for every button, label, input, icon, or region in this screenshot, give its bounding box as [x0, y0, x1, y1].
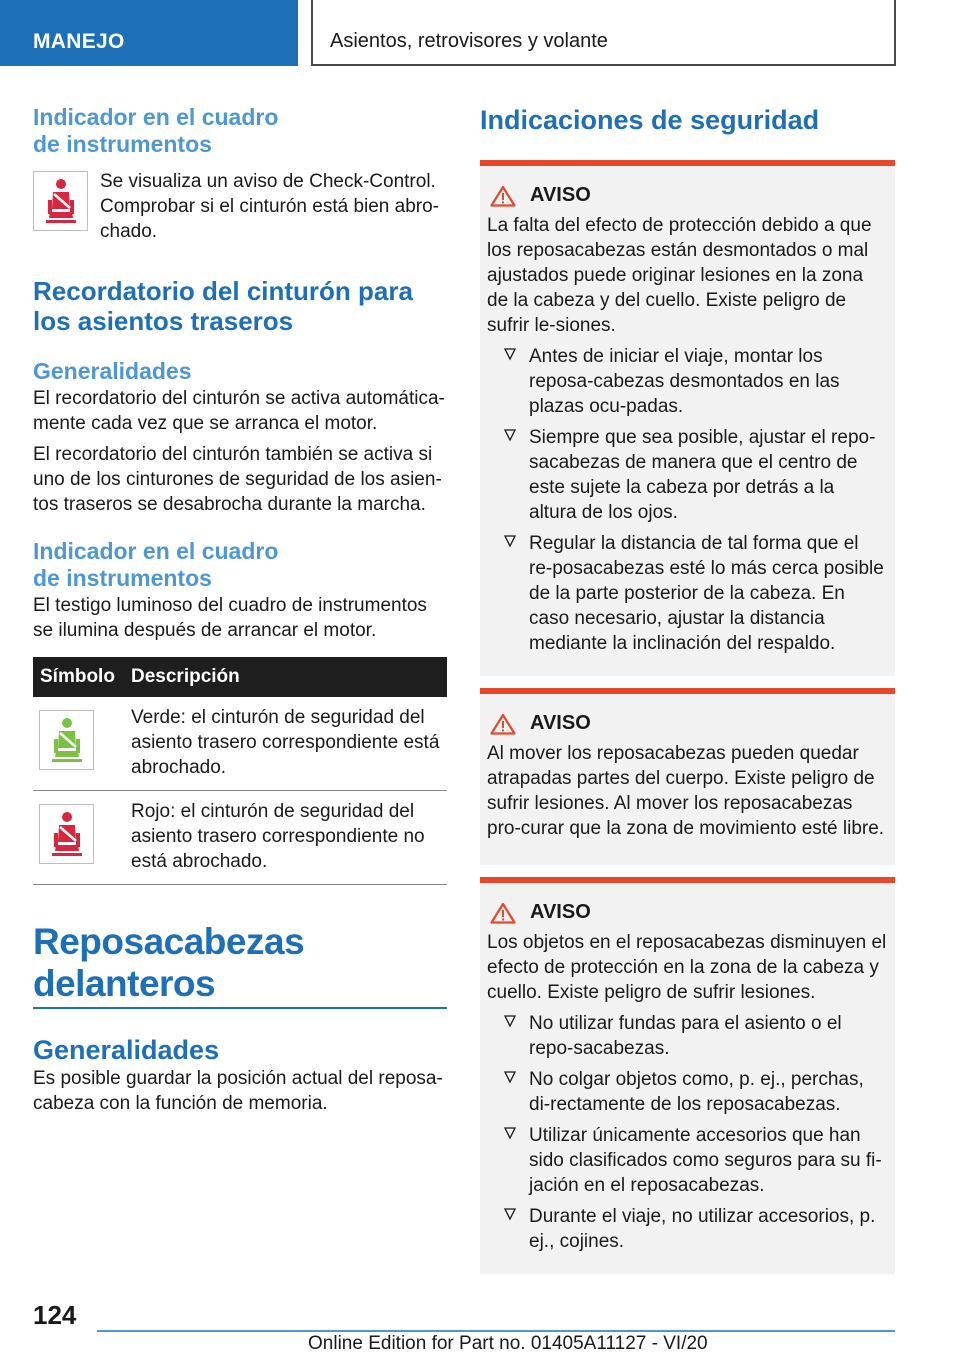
warning-bullets-3 — [487, 1011, 887, 1254]
check-control-text: Se visualiza un aviso de Check-Control. Comprobar si el cinturón está bien abro-chado. — [100, 171, 440, 242]
table-header — [33, 657, 447, 697]
bullet-triangle-icon — [504, 534, 516, 548]
subtitle-generalities-2: Generalidades — [33, 1035, 220, 1065]
paragraph-reminder-1: El recordatorio del cinturón se activa automática-mente cada vez que se arranca el motor. — [33, 388, 445, 434]
paragraph-warning-light: El testigo luminoso del cuadro de instrumentos se ilumina después de arrancar el motor. — [33, 595, 427, 641]
right-column — [480, 104, 895, 1274]
warning-label: AVISO — [530, 712, 591, 734]
paragraph-memory: Es posible guardar la posición actual del reposa-cabeza con la función de memoria. — [33, 1068, 443, 1114]
section-title-cluster-indicator-2: Indicador en el cuadro de instrumentos — [33, 538, 279, 591]
table-cell-red-desc: Rojo: el cinturón de seguridad del asiento trasero correspondiente no está abrochado. — [131, 801, 425, 872]
section-title-cluster-indicator: Indicador en el cuadro de instrumentos — [33, 104, 279, 157]
warning-box-3 — [480, 877, 895, 1274]
warning-text-1: La falta del efecto de protección debido a que los reposacabezas están desmontados o mal ajustados puede originar lesiones en la zona de la cabeza y del cuello. Existe peligro de sufrir le-siones. — [487, 215, 872, 336]
warning-title — [490, 901, 887, 924]
warning-label: AVISO — [530, 184, 591, 206]
seatbelt-unfastened-icon — [39, 804, 94, 864]
header-chapter-label: Asientos, retrovisores y volante — [330, 30, 608, 52]
header-chapter-box — [311, 0, 896, 66]
check-control-row — [33, 171, 447, 244]
list-item: No colgar objetos como, p. ej., perchas, di-rectamente de los reposacabezas. — [504, 1067, 887, 1117]
list-item: Utilizar únicamente accesorios que han sido clasificados como seguros para su fi-jación en el reposacabezas. — [504, 1123, 887, 1198]
warning-title — [490, 712, 887, 735]
page-number: 124 — [33, 1300, 77, 1330]
table-cell-green-desc: Verde: el cinturón de seguridad del asiento trasero correspondiente está abrochado. — [131, 707, 440, 778]
warning-box-2 — [480, 688, 895, 865]
bullet-triangle-icon — [504, 1014, 516, 1028]
warning-text-3: Los objetos en el reposacabezas disminuyen el efecto de protección en la zona de la cabeza y cuello. Existe peligro de sufrir lesiones. — [487, 932, 887, 1003]
list-item: Durante el viaje, no utilizar accesorios, p. ej., cojines. — [504, 1204, 887, 1254]
section-title-rear-reminder: Recordatorio del cinturón para los asientos traseros — [33, 276, 413, 336]
warning-triangle-icon — [490, 185, 516, 207]
warning-triangle-icon — [490, 902, 516, 924]
warning-label: AVISO — [530, 901, 591, 923]
bullet-triangle-icon — [504, 1207, 516, 1221]
list-item: Siempre que sea posible, ajustar el repo-sacabezas de manera que el centro de este sujete la cabeza por detrás a la altura de los ojos. — [504, 425, 887, 525]
bullet-triangle-icon — [504, 347, 516, 361]
table-row — [33, 791, 447, 885]
symbol-table — [33, 657, 447, 885]
warning-text-2: Al mover los reposacabezas pueden quedar atrapadas partes del cuerpo. Existe peligro de sufrir lesiones. Al mover los reposacabezas pro-curar que la zona de movimiento esté libre. — [487, 743, 885, 839]
table-header-description: Descripción — [131, 666, 240, 687]
list-item: Regular la distancia de tal forma que el re-posacabezas esté lo más cerca posible de la parte posterior de la cabeza. En caso necesario, ajustar la distancia mediante la inclinación del respaldo. — [504, 531, 887, 656]
footer-rule — [97, 1330, 895, 1332]
bullet-triangle-icon — [504, 1126, 516, 1140]
warning-box-1 — [480, 160, 895, 676]
header-section-tab — [0, 0, 298, 66]
list-item: No utilizar fundas para el asiento o el repo-sacabezas. — [504, 1011, 887, 1061]
footer-edition: Online Edition for Part no. 01405A11127 - VI/20 — [308, 1333, 708, 1354]
seatbelt-fastened-icon — [39, 710, 94, 770]
list-item: Antes de iniciar el viaje, montar los reposa-cabezas desmontados en las plazas ocu-padas. — [504, 344, 887, 419]
bullet-triangle-icon — [504, 428, 516, 442]
table-header-symbol: Símbolo — [40, 666, 115, 687]
section-title-safety: Indicaciones de seguridad — [480, 105, 820, 135]
bullet-triangle-icon — [504, 1070, 516, 1084]
left-column — [33, 104, 447, 1116]
subtitle-generalities-1: Generalidades — [33, 358, 192, 384]
header-section-label: MANEJO — [33, 30, 125, 53]
warning-triangle-icon — [490, 713, 516, 735]
paragraph-reminder-2: El recordatorio del cinturón también se activa si uno de los cinturones de seguridad de los asien-tos traseros se desabrocha durante la marcha. — [33, 444, 442, 515]
section-title-front-headrests: Reposacabezas delanteros — [33, 921, 305, 1004]
warning-title — [490, 184, 887, 207]
warning-bullets-1 — [487, 344, 887, 656]
seatbelt-warning-icon — [33, 171, 88, 231]
table-row — [33, 697, 447, 791]
section-divider — [33, 1007, 447, 1009]
